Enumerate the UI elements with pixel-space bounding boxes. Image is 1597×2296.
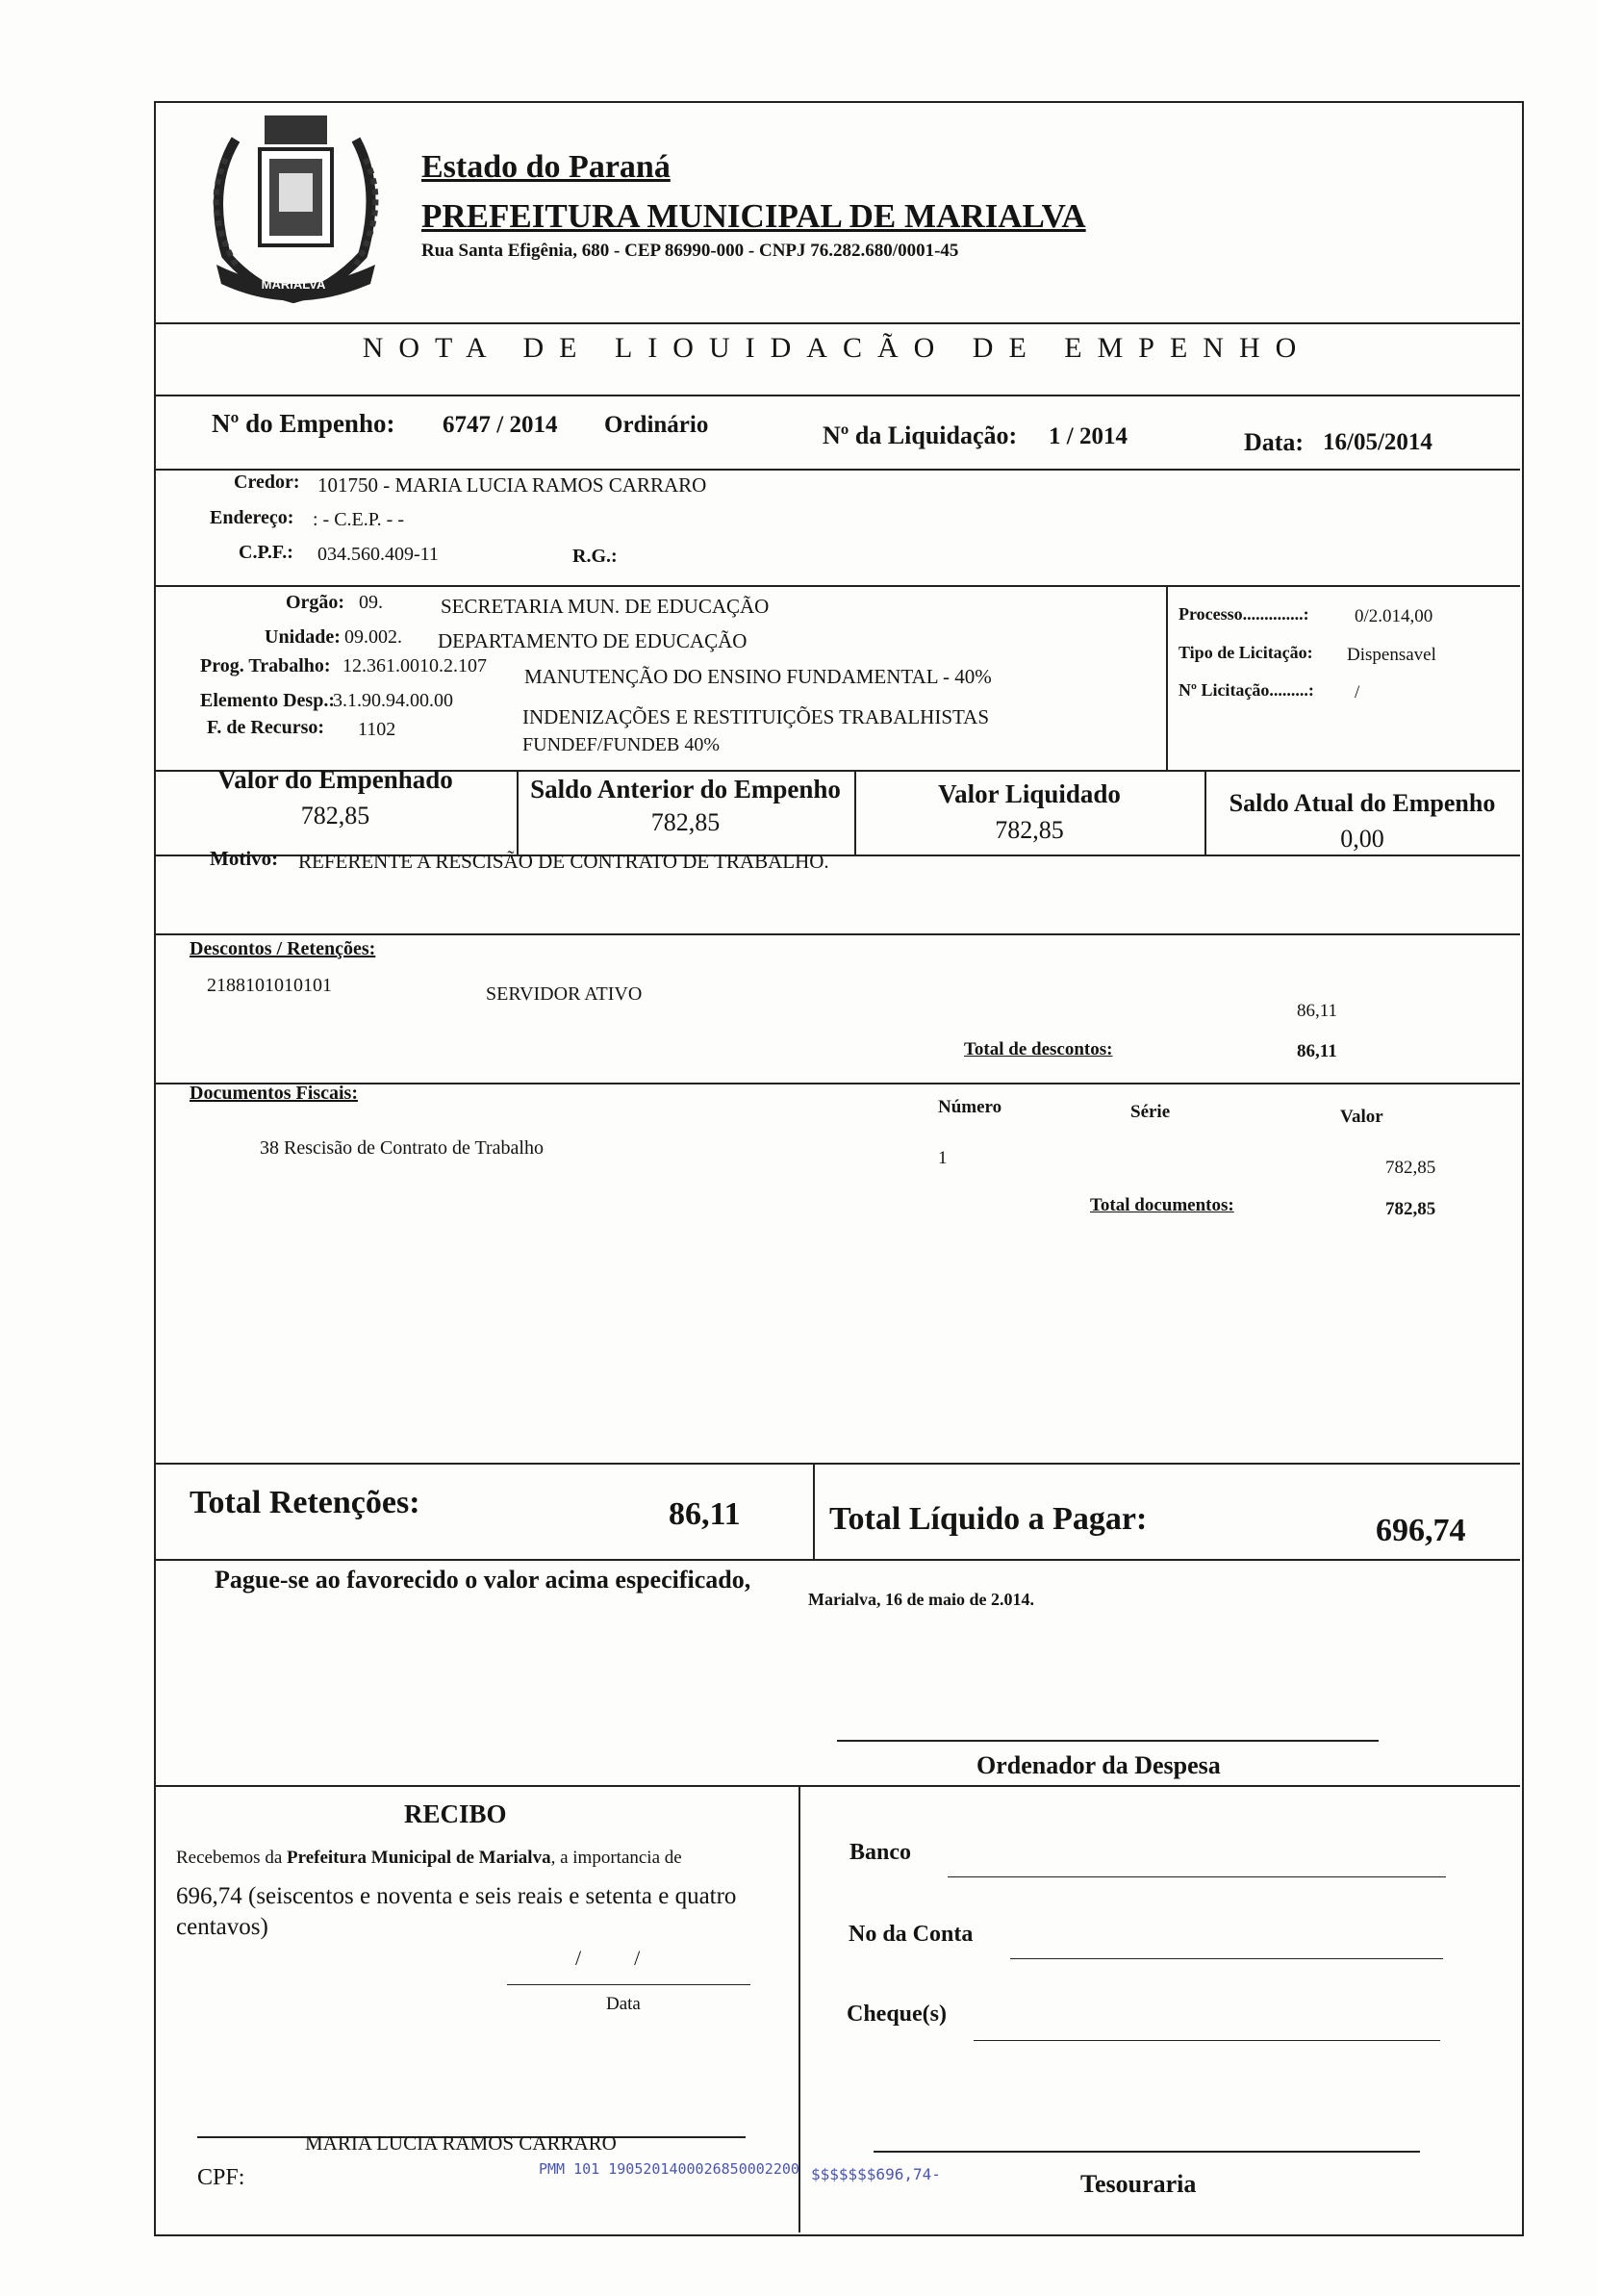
elemento-name: INDENIZAÇÕES E RESTITUIÇÕES TRABALHISTAS [522, 705, 990, 728]
recibo-signer: MARIA LUCIA RAMOS CARRARO [305, 2131, 617, 2155]
empenho-number: 6747 / 2014 [443, 412, 558, 438]
municipality-name: PREFEITURA MUNICIPAL DE MARIALVA [421, 197, 1086, 235]
motivo-label: Motivo: [210, 847, 279, 870]
liquidado-value: 782,85 [995, 816, 1064, 844]
prog-code: 12.361.0010.2.107 [342, 655, 487, 676]
unidade-name: DEPARTAMENTO DE EDUCAÇÃO [438, 629, 748, 652]
recibo-data-label: Data [606, 1994, 641, 2014]
liquidation-label: Nº da Liquidação: [823, 421, 1018, 449]
ordenador-label: Ordenador da Despesa [976, 1751, 1221, 1779]
saldo-atual-label: Saldo Atual do Empenho [1229, 789, 1496, 817]
total-liquido-label: Total Líquido a Pagar: [829, 1501, 1148, 1537]
municipality-address: Rua Santa Efigênia, 680 - CEP 86990-000 - CNPJ 76.282.680/0001-45 [421, 241, 959, 261]
total-retencoes-label: Total Retenções: [190, 1485, 420, 1520]
document-title: NOTA DE LIOUIDACÃO DE EMPENHO [362, 332, 1312, 364]
col-serie: Série [1130, 1102, 1171, 1122]
recibo-text: Recebemos da Prefeitura Municipal de Marialva, a importancia de [176, 1848, 682, 1868]
documento-item-valor: 782,85 [1385, 1158, 1436, 1178]
total-retencoes-value: 86,11 [669, 1496, 741, 1532]
crest-banner-text: MARIALVA [261, 277, 326, 292]
empenhado-value: 782,85 [300, 802, 370, 829]
col-numero: Número [938, 1097, 1002, 1117]
motivo-text: REFERENTE A RESCISÃO DE CONTRATO DE TRABALHO. [298, 850, 829, 873]
credor-label: Credor: [234, 472, 300, 493]
documento-item-numero: 1 [938, 1148, 948, 1168]
empenhado-label: Valor do Empenhado [217, 765, 453, 794]
processo-label: Processo..............: [1179, 604, 1309, 624]
documentos-title: Documentos Fiscais: [190, 1083, 358, 1104]
recibo-date-slashes: / / [575, 1946, 641, 1970]
saldo-anterior-value: 782,85 [650, 808, 721, 836]
orgao-label: Orgão: [286, 592, 345, 613]
prog-name: MANUTENÇÃO DO ENSINO FUNDAMENTAL - 40% [524, 665, 992, 688]
descontos-title: Descontos / Retenções: [190, 938, 376, 959]
recurso-name: FUNDEF/FUNDEB 40% [522, 734, 721, 755]
credor-value: 101750 - MARIA LUCIA RAMOS CARRARO [317, 473, 707, 497]
conta-label: No da Conta [849, 1922, 974, 1947]
licitacao-label: Nº Licitação.........: [1179, 680, 1314, 700]
documento-item-desc: 38 Rescisão de Contrato de Trabalho [260, 1137, 544, 1159]
rg-label: R.G.: [572, 546, 618, 567]
recurso-code: 1102 [358, 719, 396, 740]
desconto-desc: SERVIDOR ATIVO [486, 983, 643, 1005]
date-label: Data: [1244, 428, 1305, 456]
empenho-label: Nº do Empenho: [212, 409, 395, 438]
empenho-type: Ordinário [604, 412, 709, 438]
amount-in-words: 696,74 (seiscentos e noventa e seis reais e setenta e quatro centavos) [176, 1883, 737, 1940]
pague-se-text: Pague-se ao favorecido o valor acima especificado, [215, 1566, 751, 1594]
endereco-label: Endereço: [210, 507, 294, 528]
saldo-anterior-label: Saldo Anterior do Empenho [530, 775, 841, 804]
payment-stamp-code: PMM 101 1905201400026850002200 [539, 2160, 799, 2178]
elemento-code: 3.1.90.94.00.00 [333, 690, 453, 711]
payment-stamp-amount: $$$$$$$696,74- [811, 2165, 941, 2183]
desconto-code: 2188101010101 [207, 975, 332, 996]
total-liquido-value: 696,74 [1376, 1513, 1466, 1548]
orgao-code: 09. [359, 592, 383, 613]
banco-label: Banco [849, 1840, 912, 1865]
cpf-value: 034.560.409-11 [317, 544, 439, 565]
col-valor: Valor [1340, 1107, 1383, 1127]
documentos-total-label: Total documentos: [1090, 1195, 1234, 1215]
orgao-name: SECRETARIA MUN. DE EDUCAÇÃO [441, 595, 770, 618]
recurso-label: F. de Recurso: [207, 717, 325, 738]
cpf-label: C.P.F.: [239, 542, 293, 563]
recibo-cpf-label: CPF: [197, 2165, 245, 2190]
descontos-total: 86,11 [1297, 1041, 1337, 1061]
unidade-label: Unidade: [265, 626, 341, 648]
descontos-total-label: Total de descontos: [964, 1039, 1113, 1059]
place-date: Marialva, 16 de maio de 2.014. [808, 1590, 1034, 1609]
elemento-label: Elemento Desp.: [200, 690, 335, 711]
prog-label: Prog. Trabalho: [200, 655, 331, 676]
empenho-date: 16/05/2014 [1323, 429, 1432, 455]
cheque-label: Cheque(s) [847, 2002, 948, 2027]
unidade-code: 09.002. [344, 626, 402, 648]
licitacao-value: / [1355, 682, 1360, 702]
tipo-licitacao-value: Dispensavel [1347, 645, 1436, 665]
processo-value: 0/2.014,00 [1355, 606, 1433, 626]
recibo-title: RECIBO [404, 1799, 507, 1828]
endereco-value: : - C.E.P. - - [313, 509, 404, 530]
documentos-total: 782,85 [1385, 1199, 1436, 1219]
liquidation-number: 1 / 2014 [1049, 423, 1128, 449]
tipo-licitacao-label: Tipo de Licitação: [1179, 643, 1313, 662]
state-name: Estado do Paraná [421, 149, 671, 185]
saldo-atual-value: 0,00 [1340, 825, 1384, 853]
tesouraria-label: Tesouraria [1080, 2170, 1197, 2198]
liquidado-label: Valor Liquidado [938, 779, 1121, 808]
desconto-value: 86,11 [1297, 1001, 1338, 1021]
